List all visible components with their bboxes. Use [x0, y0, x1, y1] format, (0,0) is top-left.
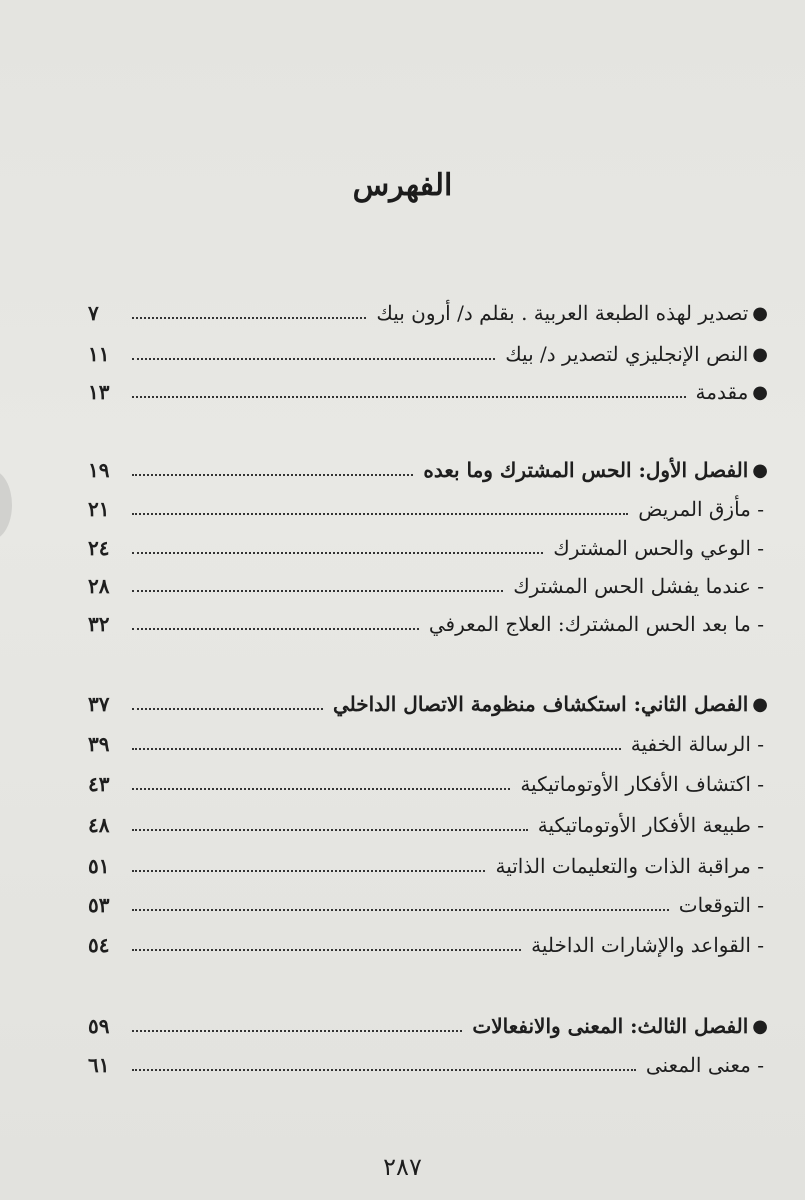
- dot-leader: [132, 590, 503, 592]
- toc-entry-label: مقدمة: [695, 380, 749, 404]
- toc-chapter: [88, 453, 768, 487]
- bullet-icon: ●: [752, 1015, 768, 1037]
- toc-entry: [88, 569, 768, 603]
- dot-leader: [132, 829, 528, 831]
- toc-entry: [88, 727, 768, 761]
- toc-entry: [88, 375, 768, 409]
- toc-entry-label: - الوعي والحس المشترك: [553, 536, 764, 560]
- toc-entry-label: - عندما يفشل الحس المشترك: [513, 574, 764, 598]
- toc-entry-label: النص الإنجليزي لتصدير د/ بيك: [505, 342, 749, 366]
- toc-entry: [88, 531, 768, 565]
- toc-entry-page: ١٣: [88, 380, 110, 404]
- toc-entry: [88, 1048, 768, 1082]
- dot-leader: [132, 396, 686, 398]
- dot-leader: [132, 513, 628, 515]
- bullet-icon: ●: [752, 302, 768, 324]
- dot-leader: [132, 474, 413, 476]
- dot-leader: [132, 788, 510, 790]
- toc-chapter-label: الفصل الثالث: المعنى والانفعالات: [472, 1014, 749, 1038]
- toc-entry: [88, 849, 768, 883]
- toc-entry-label: - معنى المعنى: [645, 1053, 764, 1077]
- toc-entry: [88, 296, 768, 330]
- toc-entry-label: - مأزق المريض: [638, 497, 764, 521]
- dot-leader: [132, 870, 485, 872]
- toc-entry-label: - اكتشاف الأفكار الأوتوماتيكية: [520, 772, 764, 796]
- toc-entry-page: ٣٧: [88, 692, 110, 716]
- toc-entry: [88, 607, 768, 641]
- toc-entry: [88, 767, 768, 801]
- toc-chapter: [88, 687, 768, 721]
- toc-entry-page: ١٩: [88, 458, 110, 482]
- toc-entry-page: ٣٢: [88, 612, 110, 636]
- toc-entry-label: تصدير لهذه الطبعة العربية . بقلم د/ أرون بيك: [376, 301, 749, 325]
- dot-leader: [132, 358, 495, 360]
- toc-entry-page: ٥٣: [88, 893, 110, 917]
- toc-entry-page: ١١: [88, 342, 110, 366]
- toc-entry-page: ٤٨: [88, 813, 110, 837]
- toc-entry-page: ٥١: [88, 854, 110, 878]
- bullet-icon: ●: [752, 381, 768, 403]
- toc-entry-label: - القواعد والإشارات الداخلية: [531, 933, 764, 957]
- dot-leader: [132, 1030, 462, 1032]
- toc-entry-label: - الرسالة الخفية: [630, 732, 764, 756]
- toc-entry-page: ٦١: [88, 1053, 110, 1077]
- toc-entry: [88, 928, 768, 962]
- toc-entry-label: - ما بعد الحس المشترك: العلاج المعرفي: [428, 612, 764, 636]
- dot-leader: [132, 552, 543, 554]
- toc-entry-page: ٣٩: [88, 732, 110, 756]
- dot-leader: [132, 748, 621, 750]
- dot-leader: [132, 317, 366, 319]
- toc-entry-label: - طبيعة الأفكار الأوتوماتيكية: [537, 813, 764, 837]
- toc-entry-page: ٢٤: [88, 536, 110, 560]
- toc-chapter: [88, 1009, 768, 1043]
- bullet-icon: ●: [752, 343, 768, 365]
- toc-entry: [88, 888, 768, 922]
- toc-entry-page: ٥٩: [88, 1014, 110, 1038]
- toc-chapter-label: الفصل الثاني: استكشاف منظومة الاتصال الداخلي: [332, 692, 749, 716]
- dot-leader: [132, 628, 419, 630]
- dot-leader: [132, 949, 521, 951]
- page-title: الفهرس: [352, 168, 453, 203]
- bullet-icon: ●: [752, 693, 768, 715]
- bullet-icon: ●: [752, 459, 768, 481]
- dot-leader: [132, 909, 669, 911]
- toc-entry-page: ٧: [88, 301, 99, 325]
- toc-entry: [88, 808, 768, 842]
- toc-entry-page: ٥٤: [88, 933, 110, 957]
- dot-leader: [132, 1069, 636, 1071]
- toc-entry-page: ٢٨: [88, 574, 110, 598]
- toc-entry: [88, 337, 768, 371]
- toc-entry-page: ٢١: [88, 497, 110, 521]
- page-number: ٢٨٧: [383, 1153, 422, 1181]
- toc-entry-label: - مراقبة الذات والتعليمات الذاتية: [495, 854, 764, 878]
- toc-entry-page: ٤٣: [88, 772, 110, 796]
- toc-chapter-label: الفصل الأول: الحس المشترك وما بعده: [423, 458, 749, 482]
- dot-leader: [132, 708, 323, 710]
- toc-entry: [88, 492, 768, 526]
- toc-entry-label: - التوقعات: [678, 893, 764, 917]
